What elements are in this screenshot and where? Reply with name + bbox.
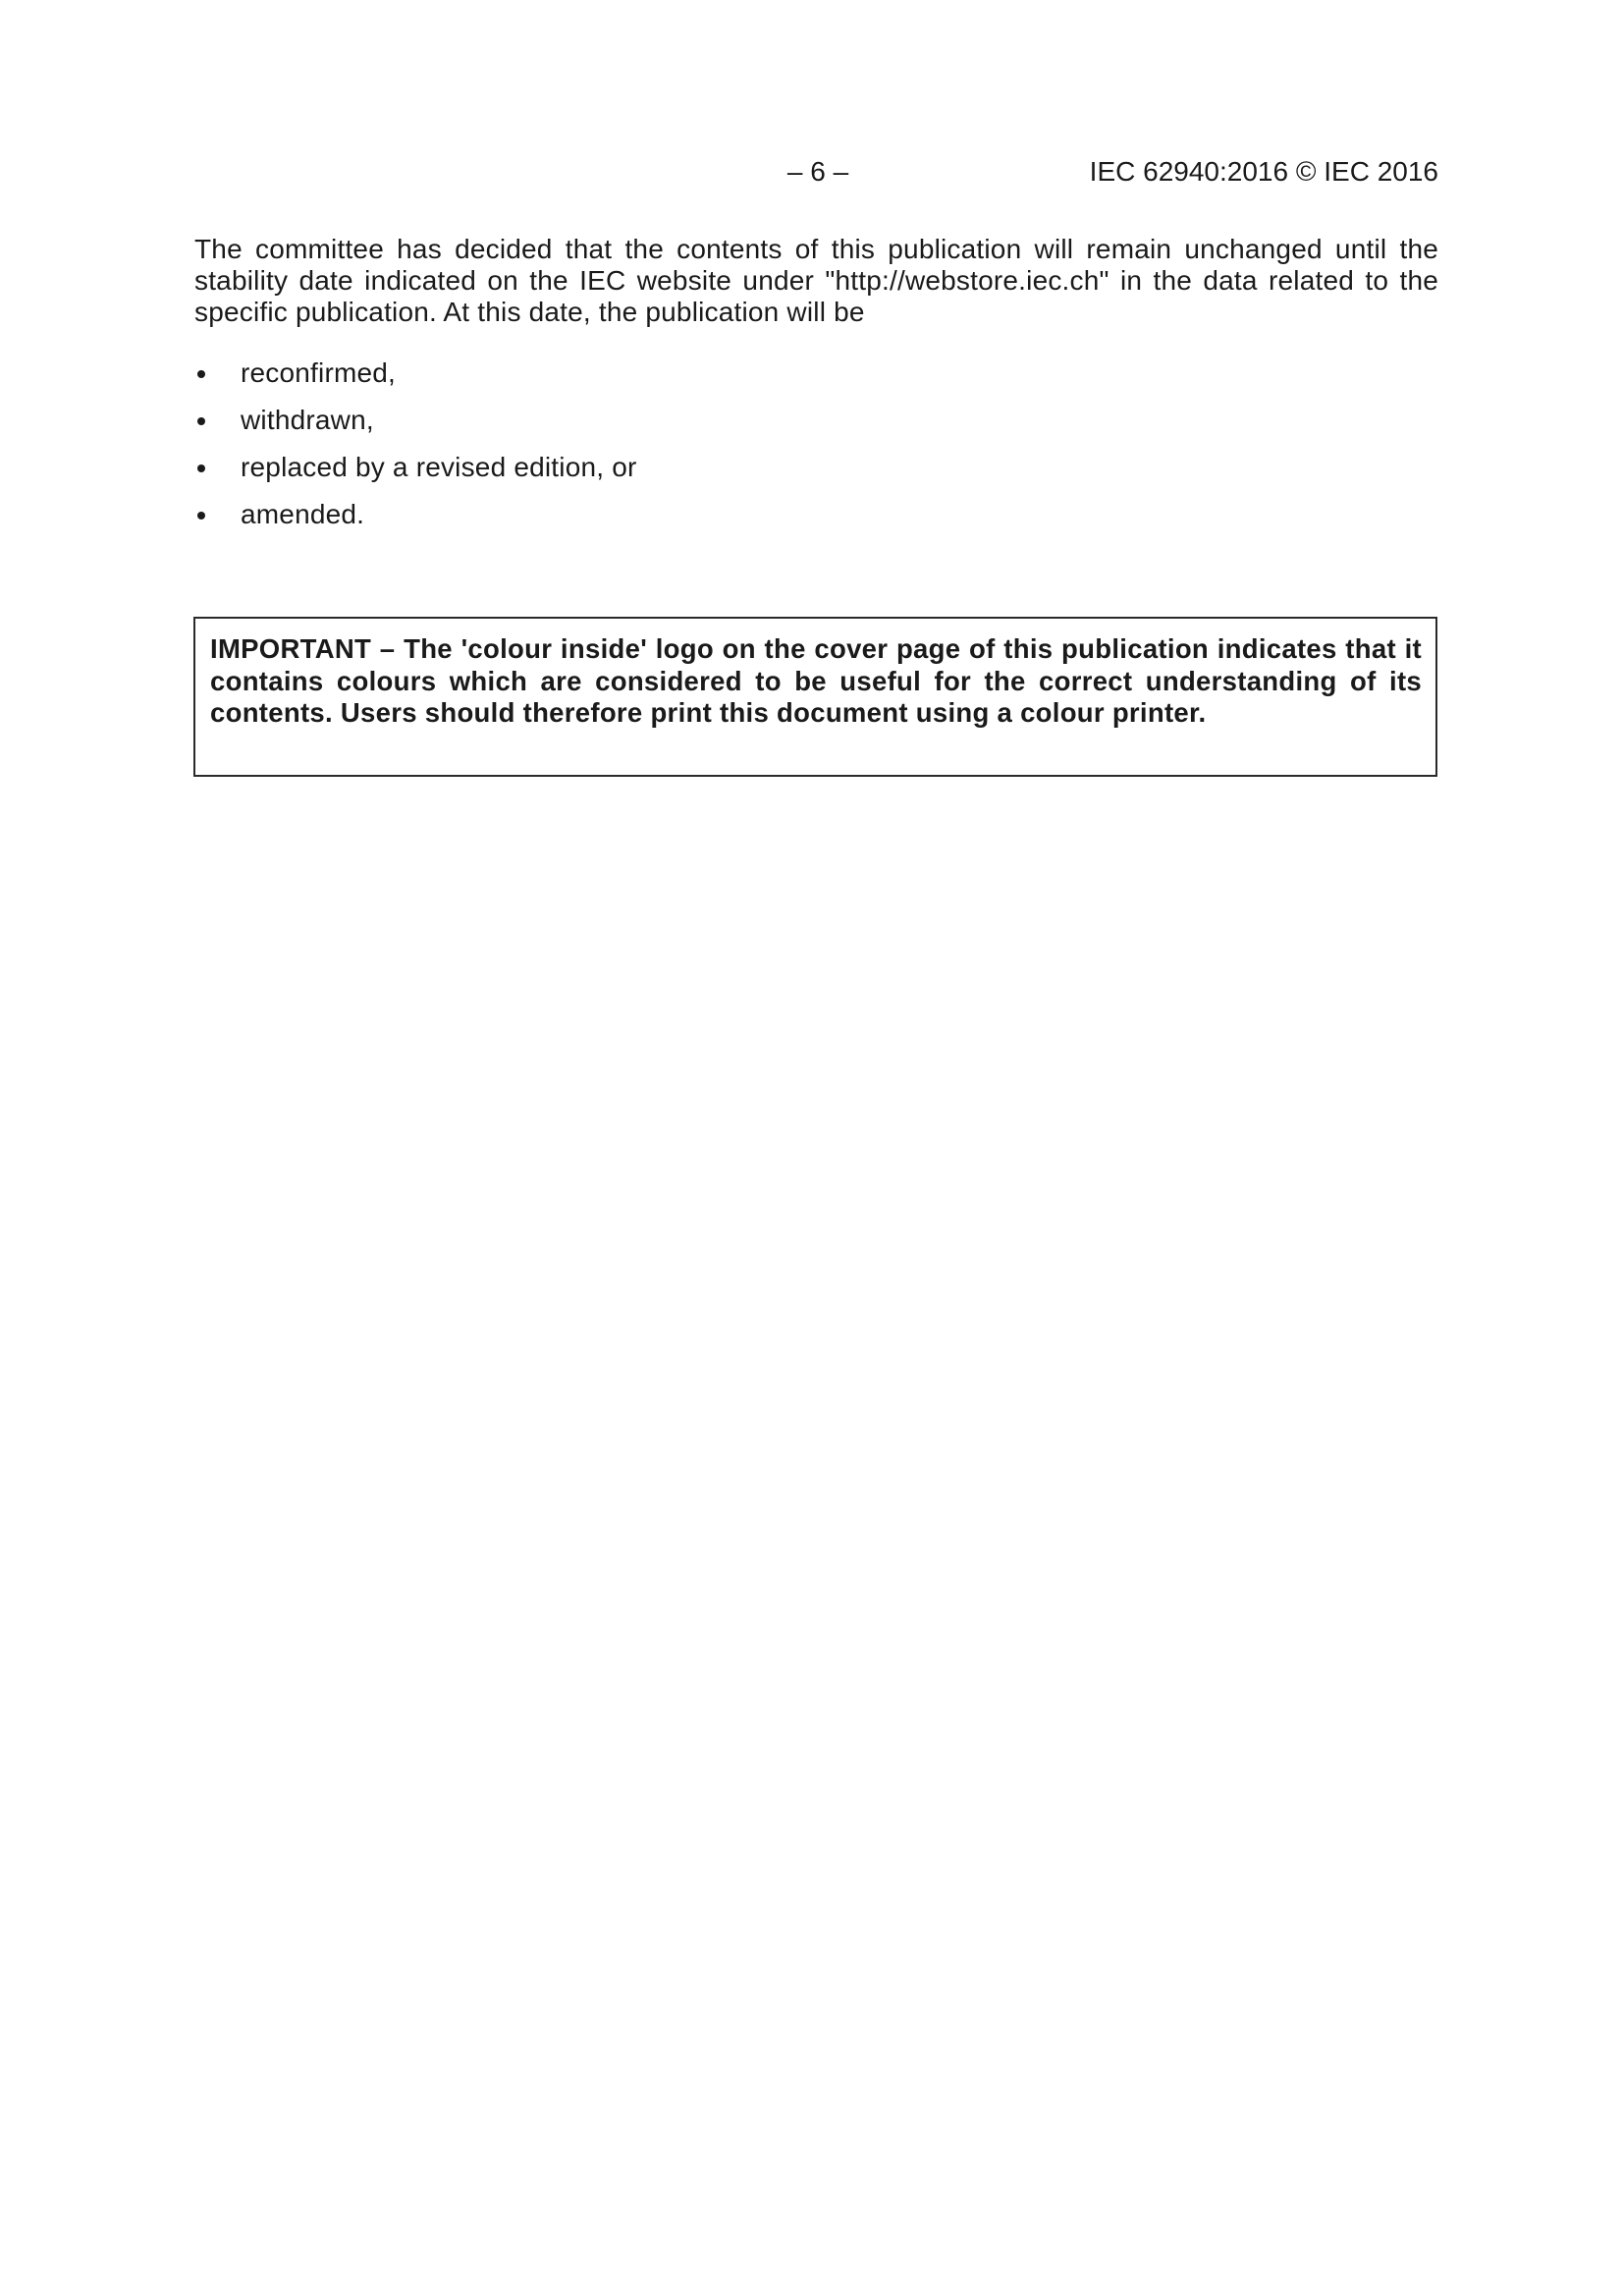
page-header	[194, 153, 1438, 191]
bullet-icon	[197, 512, 205, 519]
important-notice-text: IMPORTANT – The 'colour inside' logo on the cover page of this publication indicates that it contains colours which are considered to be useful for the correct understanding of its contents. Users should therefore print this document using a colour printer.	[210, 633, 1422, 728]
document-reference: IEC 62940:2016 © IEC 2016	[1089, 156, 1438, 187]
bullet-icon	[197, 465, 205, 472]
list-item	[194, 405, 1438, 452]
list-item-text: reconfirmed,	[241, 357, 397, 388]
stability-paragraph: The committee has decided that the contents of this publication will remain unchanged until the stability date indicated on the IEC website under "http://webstore.iec.ch" in the data related to the specific publication. At this date, the publication will be	[194, 234, 1438, 327]
list-item	[194, 452, 1438, 499]
list-item-text: replaced by a revised edition, or	[241, 452, 637, 482]
bullet-icon	[197, 417, 205, 425]
outcome-list	[194, 357, 1438, 546]
bullet-icon	[197, 370, 205, 378]
page-number: – 6 –	[786, 156, 849, 187]
list-item-text: withdrawn,	[241, 405, 374, 435]
list-item	[194, 357, 1438, 405]
important-notice-box	[193, 617, 1437, 777]
list-item-text: amended.	[241, 499, 365, 529]
list-item	[194, 499, 1438, 546]
